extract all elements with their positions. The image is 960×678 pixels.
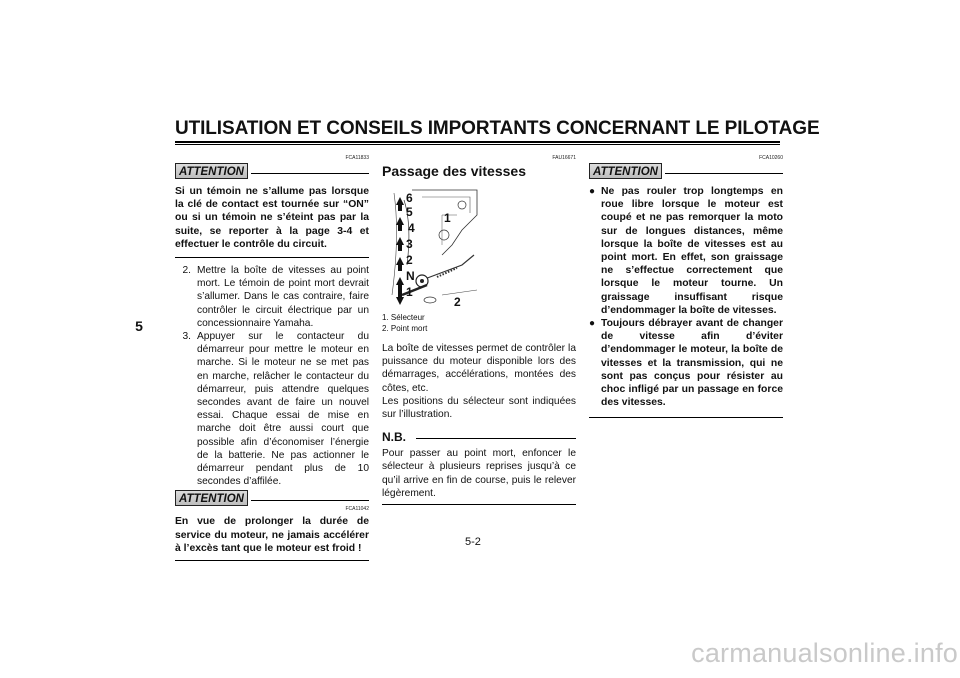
gear-shift-illustration [382,185,482,310]
callout-2: 2 [454,295,461,309]
attention-rule [251,500,369,501]
bullet-item [589,317,783,409]
list-item-text: Appuyer sur le contacteur du démarreur pour mettre le moteur en marche. Si le moteur ne se met pas en marche, relâcher le contacteur du démarreur, puis attendre quelques secondes avant de faire un nouvel essai. Chaque essai de mise en marche doit être aussi court que possible afin d’économiser l’énergie de la batterie. Ne pas actionner le démarreur pendant plus de 10 secondes d’affilée. [197,331,369,488]
list-item [175,264,369,330]
header-rule [175,141,780,143]
gear-label-1: 1 [406,285,413,299]
attention-end-rule [589,417,783,418]
attention-heading [175,163,369,181]
body-paragraph: Les positions du sélecteur sont indiquées sur l’illustration. [382,395,576,421]
bullet-dot-icon: ● [589,186,596,197]
caption-item: 2. Point mort [382,324,428,333]
list-item-number: 3. [182,331,191,343]
caption-item: 1. Sélecteur [382,313,425,322]
reference-code: FAU16671 [552,155,576,161]
gear-label-5: 5 [406,205,413,219]
attention-label: ATTENTION [175,163,248,179]
body-paragraph: La boîte de vitesses permet de contrôler la puissance du moteur disponible lors des démarrages, accélérations, montées des côtes, etc. [382,343,576,394]
list-item-number: 2. [182,265,191,277]
reference-code: FCA10260 [759,155,783,161]
numbered-list [175,264,369,488]
section-title: Passage des vitesses [382,163,526,179]
watermark: carmanualsonline.info [691,638,958,668]
attention-end-rule [175,560,369,561]
gear-label-3: 3 [406,237,413,251]
gear-label-2: 2 [406,253,413,267]
nb-end-rule [382,504,576,505]
figure-caption [382,312,576,334]
attention-text: Si un témoin ne s’allume pas lorsque la clé de contact est tournée sur “ON” ou si un témoin ne s’éteint pas par la suite, se reporter à la page 3-4 et effectuer le contrôle du circuit. [175,186,369,250]
nb-label: N.B. [382,429,410,445]
nb-rule [416,438,576,439]
list-item-text: Mettre la boîte de vitesses au point mort. Le témoin de point mort devrait s’allumer. Dans le cas contraire, faire contrôler le circuit électrique par un concessionnaire Yamaha. [197,265,369,329]
bullet-item [589,185,783,317]
column-3 [589,155,783,418]
page-number: 5-2 [465,536,481,548]
attention-rule [665,173,783,174]
callout-1: 1 [444,211,451,225]
attention-bullets [589,185,783,409]
attention-label: ATTENTION [175,490,248,506]
bullet-text: Ne pas rouler trop longtemps en roue libre lorsque le moteur est coupé et ne pas remorquer la moto sur de longues distances, même lorsque la boîte de vitesses est au point mort. En effet, son graissage ne s’effectue correctement que lorsque le moteur tourne. Un graissage insuffisant risque d’endommager la boîte de vitesses. [601,186,783,316]
header-rule-thin [175,144,780,145]
column-2 [382,155,576,505]
reference-code: FCA11042 [345,506,369,513]
nb-heading [382,429,576,445]
nb-text: Pour passer au point mort, enfoncer le sélecteur à plusieurs reprises jusqu’à ce qu’il arrive en fin de course, puis le relever légèrement. [382,448,576,499]
attention-label: ATTENTION [589,163,662,179]
column-1 [175,155,369,561]
gear-label-neutral: N [406,269,415,283]
bullet-text: Toujours débrayer avant de changer de vitesse afin d’éviter d’endommager le moteur, la boîte de vitesses et la transmission, qui ne sont pas conçus pour résister au choc infligé par un passage en force des vitesses. [601,318,783,409]
attention-text: En vue de prolonger la durée de service du moteur, ne jamais accélérer à l’excès tant que le moteur est froid ! [175,516,369,554]
reference-code: FCA11833 [345,155,369,161]
page-header-title: UTILISATION ET CONSEILS IMPORTANTS CONCERNANT LE PILOTAGE [175,118,820,139]
list-item [175,330,369,488]
attention-rule [251,173,369,174]
gear-label-6: 6 [406,191,413,205]
chapter-tab: 5 [135,318,143,334]
attention-end-rule [175,257,369,258]
attention-heading [589,163,783,181]
attention-heading-2 [175,490,369,508]
gear-label-4: 4 [408,221,415,235]
bullet-dot-icon: ● [589,318,596,330]
